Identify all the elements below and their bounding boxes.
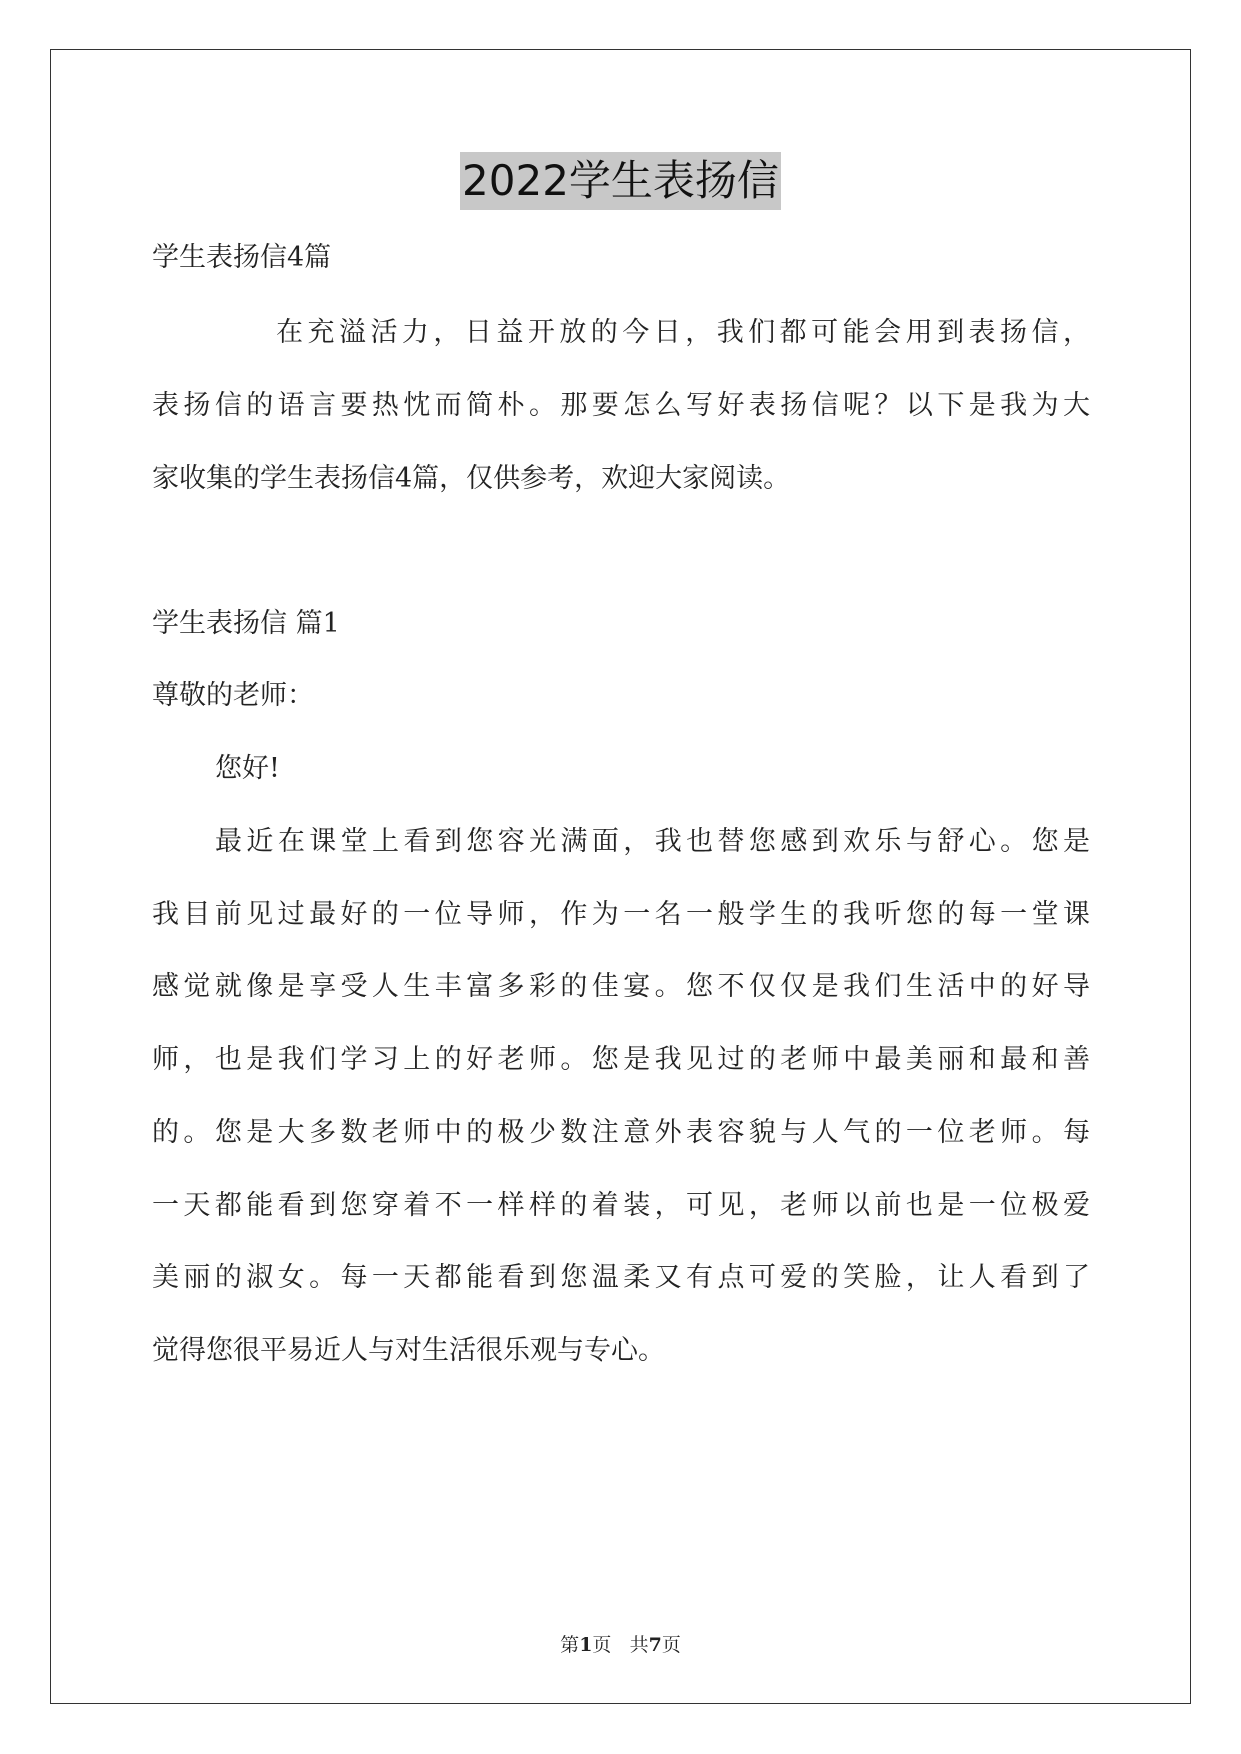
body-line-1: 最近在课堂上看到您容光满面，我也替您感到欢乐与舒心。您是 (215, 826, 1090, 857)
document-title: 2022学生表扬信 (460, 152, 781, 210)
body-line-8: 觉得您很平易近人与对生活很乐观与专心。 (152, 1335, 665, 1366)
body-line-7: 美丽的淑女。每一天都能看到您温柔又有点可爱的笑脸，让人看到了 (152, 1262, 1090, 1293)
footer-total-number: 7 (648, 1634, 662, 1656)
body-line-5: 的。您是大多数老师中的极少数注意外表容貌与人气的一位老师。每 (152, 1117, 1090, 1148)
footer-page-prefix: 第 (560, 1634, 580, 1656)
intro-line-2: 表扬信的语言要热忱而简朴。那要怎么写好表扬信呢？以下是我为大 (152, 390, 1090, 421)
footer-total-prefix: 共 (629, 1634, 649, 1656)
page-border (50, 49, 1191, 1704)
footer-total-suffix: 页 (661, 1634, 681, 1656)
body-line-6: 一天都能看到您穿着不一样样的着装，可见，老师以前也是一位极爱 (152, 1190, 1090, 1221)
intro-line-3: 家收集的学生表扬信4篇，仅供参考，欢迎大家阅读。 (152, 463, 791, 494)
footer-page-suffix: 页 (592, 1634, 612, 1656)
footer-page-number: 1 (579, 1634, 593, 1656)
body-line-2: 我目前见过最好的一位导师，作为一名一般学生的我听您的每一堂课 (152, 899, 1090, 930)
intro-line-1: 在充溢活力，日益开放的今日，我们都可能会用到表扬信， (276, 317, 1090, 348)
body-line-3: 感觉就像是享受人生丰富多彩的佳宴。您不仅仅是我们生活中的好导 (152, 971, 1090, 1002)
title-container (0, 152, 1241, 210)
salutation: 尊敬的老师： (152, 680, 314, 711)
section-heading: 学生表扬信 篇1 (152, 608, 340, 639)
page-footer (0, 1632, 1241, 1658)
subtitle: 学生表扬信4篇 (152, 242, 332, 273)
body-line-4: 师，也是我们学习上的好老师。您是我见过的老师中最美丽和最和善 (152, 1044, 1090, 1075)
greeting: 您好! (215, 753, 280, 784)
